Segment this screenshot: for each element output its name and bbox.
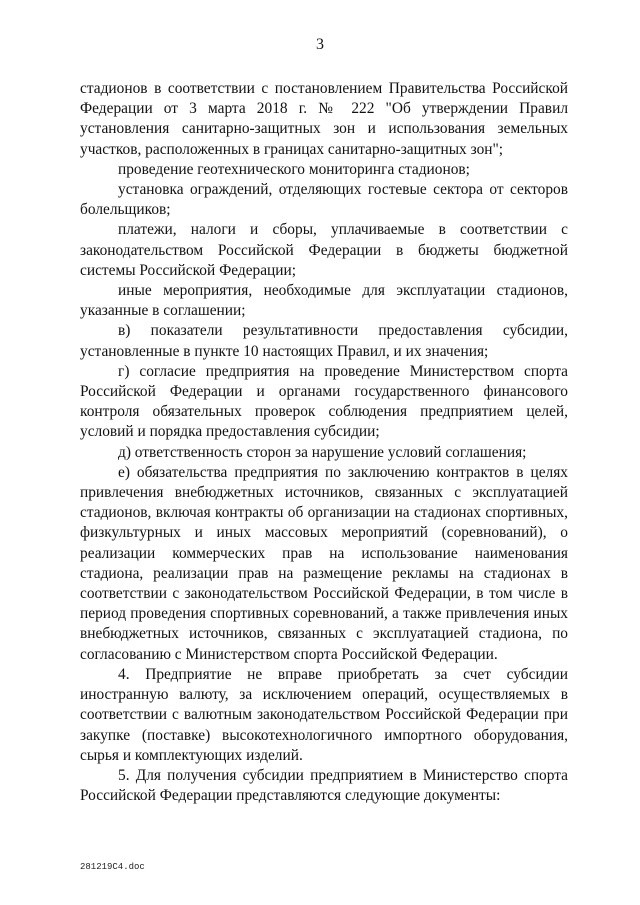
paragraph-item-e: е) обязательства предприятия по заключению контрактов в целях привлечения внебюджетных источников, связанных с эксплуатацией стадионов, включая контракты об организации на стадионах спортивных, физкультурных и иных массовых мероприятий (соревнований), о реализации коммерческих прав на использование наименования стадиона, реализации прав на размещение рекламы на стадионах в соответствии с законодательством Российской Федерации, в том числе в период проведения спортивных соревнований, а также привлечения иных внебюджетных источников, связанных с эксплуатацией стадиона, по согласованию с Министерством спорта Российской Федерации. (80, 463, 568, 663)
paragraph-geotech-monitoring: проведение геотехнического мониторинга стадионов; (118, 160, 470, 178)
paragraph-item-d: д) ответственность сторон за нарушение условий соглашения; (118, 443, 527, 461)
paragraph-taxes: платежи, налоги и сборы, уплачиваемые в соответствии с законодательством Российской Федерации в бюджеты бюджетной системы Российской Федерации; (80, 221, 568, 279)
paragraph-item-v: в) показатели результативности предоставления субсидии, установленные в пункте 10 настоящих Правил, и их значения; (80, 322, 568, 360)
paragraph-item-g: г) согласие предприятия на проведение Министерством спорта Российской Федерации и органами государственного финансового контроля обязательных проверок соблюдения предприятием целей, условий и порядка предоставления субсидии; (80, 362, 568, 441)
document-body (80, 79, 568, 806)
paragraph-other-measures: иные мероприятия, необходимые для эксплуатации стадионов, указанные в соглашении; (80, 282, 568, 320)
paragraph-fencing: установка ограждений, отделяющих гостевые сектора от секторов болельщиков; (80, 181, 568, 219)
paragraph-continuation: стадионов в соответствии с постановлением Правительства Российской Федерации от 3 марта 2018 г. № 222 "Об утверждении Правил установления санитарно-защитных зон и использования земельных участков, расположенных в границах санитарно-защитных зон"; (80, 80, 568, 158)
paragraph-clause-5: 5. Для получения субсидии предприятием в Министерство спорта Российской Федерации представляются следующие документы: (80, 766, 568, 805)
paragraph-clause-4: 4. Предприятие не вправе приобретать за счет субсидии иностранную валюту, за исключением операций, осуществляемых в соответствии с валютным законодательством Российской Федерации при закупке (поставке) высокотехнологичного импортного оборудования, сырья и комплектующих изделий. (80, 665, 568, 764)
page-number: 3 (316, 36, 324, 53)
document-code: 281219C4.doc (80, 862, 145, 872)
